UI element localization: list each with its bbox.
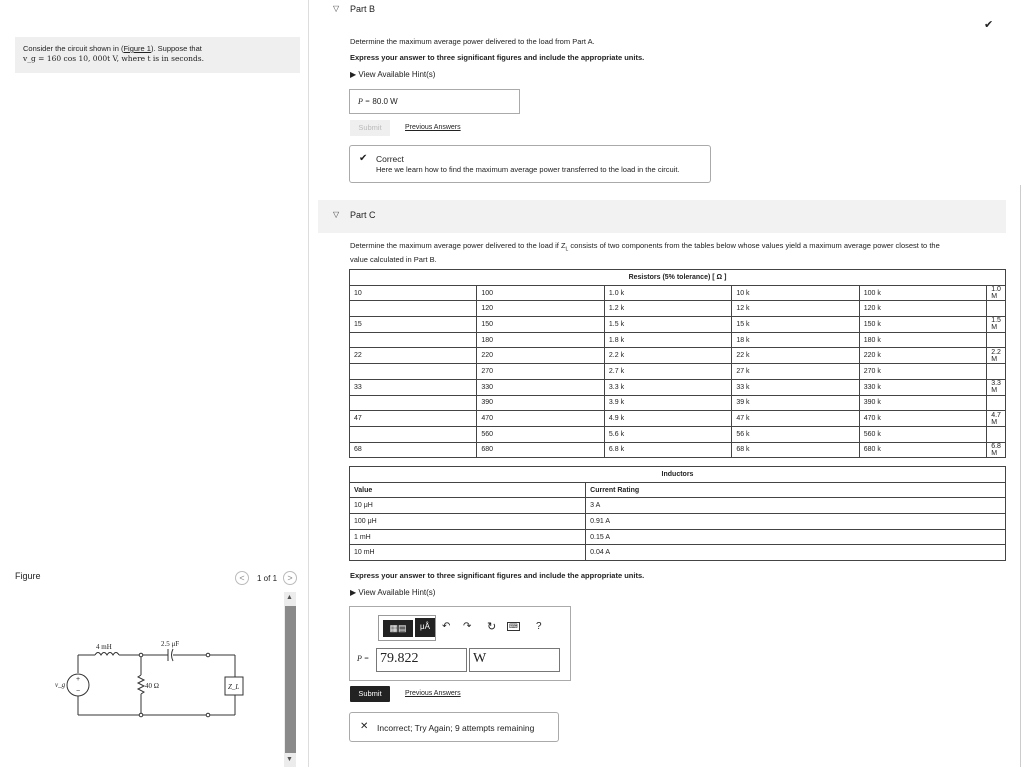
- table-row: [350, 285, 1006, 301]
- part-c-question: [350, 241, 1005, 265]
- part-c-header[interactable]: [318, 200, 1006, 233]
- problem-equation: v_g = 160 cos 10, 000t V, where t is in seconds.: [23, 54, 204, 63]
- table-cell: 47 k: [732, 411, 859, 427]
- inductors-title: Inductors: [350, 467, 1006, 483]
- table-cell: 22 k: [732, 348, 859, 364]
- table-cell: 270 k: [859, 364, 987, 380]
- question-text: consists of two components from the tables below whose values yield a maximum average power closest to the: [568, 241, 940, 250]
- table-cell: 3 A: [586, 498, 1006, 514]
- table-cell: 0.91 A: [586, 514, 1006, 530]
- table-cell: 100: [477, 285, 605, 301]
- source-label: v_g: [55, 681, 66, 689]
- table-cell: 6.8 M: [987, 442, 1006, 458]
- table-cell: 10: [350, 285, 477, 301]
- table-cell: 470 k: [859, 411, 987, 427]
- table-cell: 150: [477, 317, 605, 333]
- table-cell: 15: [350, 317, 477, 333]
- table-cell: 33: [350, 379, 477, 395]
- hint-label: View Available Hint(s): [358, 588, 436, 597]
- hint-label: View Available Hint(s): [358, 70, 436, 79]
- inductors-table: [349, 466, 1006, 561]
- part-c-feedback: [349, 712, 559, 742]
- redo-icon[interactable]: ↷: [463, 621, 472, 632]
- prev-figure-button[interactable]: <: [235, 571, 249, 585]
- table-cell: [987, 426, 1006, 442]
- table-cell: 330 k: [859, 379, 987, 395]
- check-icon: ✔: [359, 153, 368, 164]
- table-cell: [987, 395, 1006, 411]
- table-cell: 220: [477, 348, 605, 364]
- inductor-header: Current Rating: [586, 482, 1006, 498]
- triangle-right-icon: ▶: [350, 70, 359, 79]
- answer-value: 80.0 W: [372, 97, 398, 106]
- feedback-text: Here we learn how to find the maximum average power transferred to the load in the circuit.: [376, 165, 680, 174]
- table-cell: 120 k: [859, 301, 987, 317]
- table-cell: 68 k: [732, 442, 859, 458]
- scrollbar-thumb[interactable]: [285, 606, 296, 753]
- table-row: [350, 379, 1006, 395]
- part-b-title[interactable]: Part B: [350, 4, 376, 14]
- table-cell: 180 k: [859, 332, 987, 348]
- feedback-title: Correct: [376, 154, 404, 164]
- table-cell: 3.9 k: [604, 395, 731, 411]
- svg-text:+: +: [76, 676, 81, 683]
- part-c-submit-button[interactable]: Submit: [350, 686, 390, 702]
- scroll-up-icon[interactable]: ▲: [286, 594, 293, 601]
- answer-label: P =: [357, 654, 370, 663]
- resistor-label: 40 Ω: [145, 682, 159, 690]
- table-cell: 680: [477, 442, 605, 458]
- undo-icon[interactable]: ↶: [442, 621, 451, 632]
- table-row: [350, 514, 1006, 530]
- question-text: Determine the maximum average power delivered to the load if Z: [350, 241, 566, 250]
- reset-icon[interactable]: ↻: [487, 621, 497, 633]
- check-icon: ✔: [984, 19, 994, 31]
- circuit-diagram: [55, 635, 255, 720]
- table-row: [350, 498, 1006, 514]
- part-c-previous-answers[interactable]: Previous Answers: [405, 690, 461, 697]
- problem-text: Consider the circuit shown in (: [23, 44, 124, 53]
- table-row: [350, 301, 1006, 317]
- table-cell: 6.8 k: [604, 442, 731, 458]
- table-row: [350, 529, 1006, 545]
- figure-pager: 1 of 1: [257, 574, 278, 583]
- resistors-table: [349, 269, 1006, 458]
- table-cell: 1.0 k: [604, 285, 731, 301]
- table-cell: 2.7 k: [604, 364, 731, 380]
- help-icon[interactable]: ?: [536, 621, 542, 632]
- table-cell: 68: [350, 442, 477, 458]
- part-b-feedback: [349, 145, 711, 183]
- table-row: [350, 348, 1006, 364]
- table-cell: 22: [350, 348, 477, 364]
- table-cell: 150 k: [859, 317, 987, 333]
- table-cell: 1.8 k: [604, 332, 731, 348]
- part-c-hints[interactable]: [350, 588, 435, 597]
- table-cell: 1 mH: [350, 529, 586, 545]
- table-cell: [987, 332, 1006, 348]
- next-figure-button[interactable]: >: [283, 571, 297, 585]
- table-cell: 470: [477, 411, 605, 427]
- capacitor-label: 2.5 μF: [161, 640, 180, 648]
- inductor-header: Value: [350, 482, 586, 498]
- table-row: [350, 395, 1006, 411]
- table-row: [350, 317, 1006, 333]
- table-cell: 10 mH: [350, 545, 586, 561]
- table-cell: [350, 332, 477, 348]
- answer-value-input[interactable]: 79.822: [376, 648, 467, 672]
- table-cell: [987, 364, 1006, 380]
- table-cell: 5.6 k: [604, 426, 731, 442]
- collapse-part-c-icon[interactable]: ▽: [333, 210, 340, 219]
- table-cell: 1.5 k: [604, 317, 731, 333]
- table-cell: 680 k: [859, 442, 987, 458]
- table-row: [350, 411, 1006, 427]
- table-cell: 18 k: [732, 332, 859, 348]
- inductor-label: 4 mH: [96, 643, 112, 651]
- table-cell: 4.7 M: [987, 411, 1006, 427]
- right-border: [1020, 185, 1021, 767]
- question-text: value calculated in Part B.: [350, 255, 437, 264]
- answer-unit-input[interactable]: W: [469, 648, 560, 672]
- collapse-part-b-icon[interactable]: ▽: [333, 4, 340, 13]
- table-cell: [350, 395, 477, 411]
- table-cell: 39 k: [732, 395, 859, 411]
- table-row: [350, 545, 1006, 561]
- table-cell: 4.9 k: [604, 411, 731, 427]
- table-cell: 3.3 M: [987, 379, 1006, 395]
- figure-link[interactable]: Figure 1: [123, 44, 151, 53]
- table-cell: 15 k: [732, 317, 859, 333]
- units-icon[interactable]: μÅ: [415, 618, 435, 637]
- table-cell: 560: [477, 426, 605, 442]
- part-b-answer-box[interactable]: [349, 89, 520, 114]
- table-cell: 390: [477, 395, 605, 411]
- resistors-title: Resistors (5% tolerance) [ Ω ]: [350, 270, 1006, 286]
- table-cell: 27 k: [732, 364, 859, 380]
- table-cell: 10 k: [732, 285, 859, 301]
- table-cell: 1.0 M: [987, 285, 1006, 301]
- table-cell: 2.2 k: [604, 348, 731, 364]
- table-cell: 180: [477, 332, 605, 348]
- table-cell: [350, 426, 477, 442]
- templates-icon[interactable]: ▦▤: [383, 620, 413, 637]
- table-cell: 270: [477, 364, 605, 380]
- x-icon: ✕: [360, 721, 369, 732]
- part-b-submit-button[interactable]: Submit: [350, 120, 390, 136]
- part-b-instruction: Express your answer to three significant figures and include the appropriate units.: [350, 53, 645, 62]
- table-cell: 330: [477, 379, 605, 395]
- table-row: [350, 426, 1006, 442]
- triangle-right-icon: ▶: [350, 588, 359, 597]
- table-cell: 0.15 A: [586, 529, 1006, 545]
- table-cell: 10 μH: [350, 498, 586, 514]
- table-cell: 47: [350, 411, 477, 427]
- table-cell: 220 k: [859, 348, 987, 364]
- part-b-question: Determine the maximum average power delivered to the load from Part A.: [350, 37, 595, 46]
- scroll-down-icon[interactable]: ▼: [286, 756, 293, 763]
- figure-label: Figure: [15, 571, 41, 581]
- question-subscript: L: [565, 246, 569, 253]
- load-label: Z_L: [228, 683, 240, 691]
- part-b-previous-answers[interactable]: Previous Answers: [405, 124, 461, 131]
- inductor-symbol: [95, 653, 119, 656]
- table-cell: [987, 301, 1006, 317]
- table-cell: 390 k: [859, 395, 987, 411]
- part-c-title[interactable]: Part C: [350, 210, 376, 220]
- table-cell: 1.2 k: [604, 301, 731, 317]
- problem-text: ). Suppose that: [150, 44, 202, 53]
- table-cell: 560 k: [859, 426, 987, 442]
- table-cell: 100 μH: [350, 514, 586, 530]
- problem-statement: [15, 37, 300, 73]
- table-cell: 56 k: [732, 426, 859, 442]
- part-c-instruction: Express your answer to three significant figures and include the appropriate units.: [350, 571, 645, 580]
- feedback-text: Incorrect; Try Again; 9 attempts remaining: [377, 723, 535, 733]
- table-cell: 12 k: [732, 301, 859, 317]
- table-cell: 120: [477, 301, 605, 317]
- table-cell: 2.2 M: [987, 348, 1006, 364]
- resistor-symbol: [138, 675, 144, 694]
- table-row: [350, 364, 1006, 380]
- table-cell: 3.3 k: [604, 379, 731, 395]
- part-b-hints[interactable]: [350, 70, 435, 79]
- table-row: [350, 332, 1006, 348]
- part-c-answer-panel: [349, 606, 571, 681]
- answer-label: P =: [358, 97, 371, 106]
- table-cell: 33 k: [732, 379, 859, 395]
- keyboard-icon[interactable]: ⌨: [509, 624, 518, 630]
- pane-divider: [308, 0, 309, 767]
- table-row: [350, 442, 1006, 458]
- table-cell: 0.04 A: [586, 545, 1006, 561]
- table-cell: 100 k: [859, 285, 987, 301]
- svg-text:−: −: [76, 688, 81, 695]
- table-cell: 1.5 M: [987, 317, 1006, 333]
- table-cell: [350, 364, 477, 380]
- table-cell: [350, 301, 477, 317]
